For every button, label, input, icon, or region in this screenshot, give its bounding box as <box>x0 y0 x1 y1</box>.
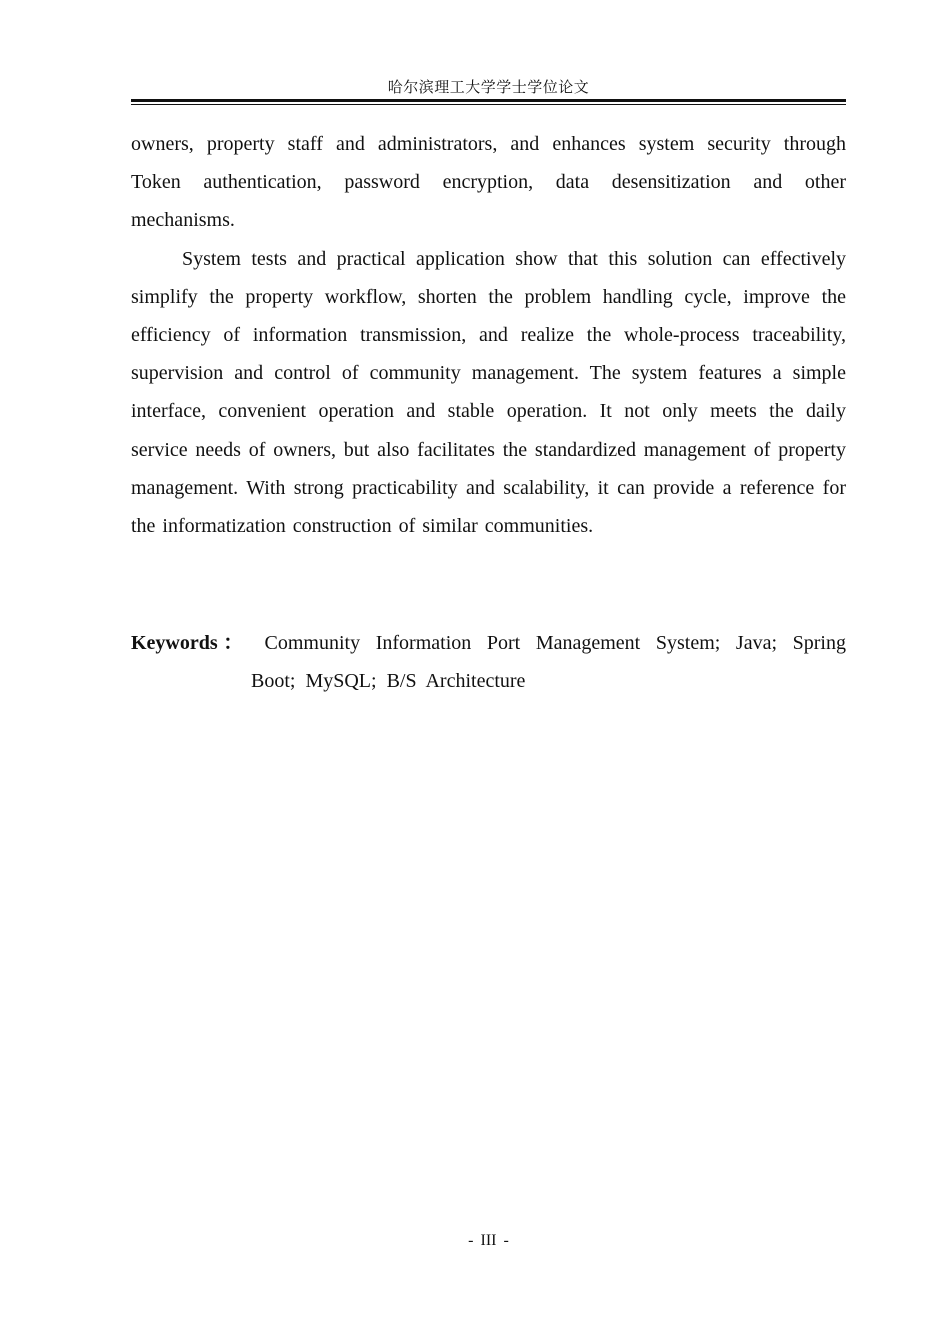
keywords-text: Community Information Port Management System; Java; Spring Boot; MySQL; B/S Architecture <box>251 632 846 692</box>
running-header: 哈尔滨理工大学学士学位论文 <box>387 80 590 96</box>
header-rule-thick <box>131 99 846 102</box>
abstract-body <box>131 125 846 545</box>
abstract-paragraph-continued: owners, property staff and administrators, and enhances system security through Token authentication, password encryption, data desensitization and other mechanisms. <box>131 133 846 232</box>
header-rule-thin <box>131 104 846 105</box>
abstract-paragraph: System tests and practical application show that this solution can effectively simplify the property workflow, shorten the problem handling cycle, improve the efficiency of information transmission, and realize the whole-process traceability, supervision and control of community management. The system features a simple interface, convenient operation and stable operation. It not only meets the daily service needs of owners, but also facilitates the standardized management of property management. With strong practicability and scalability, it can provide a reference for the informatization construction of similar communities. <box>131 247 846 538</box>
keywords-label: Keywords： <box>131 632 249 654</box>
keywords-block <box>131 624 846 700</box>
page-number: - III - <box>468 1232 509 1249</box>
